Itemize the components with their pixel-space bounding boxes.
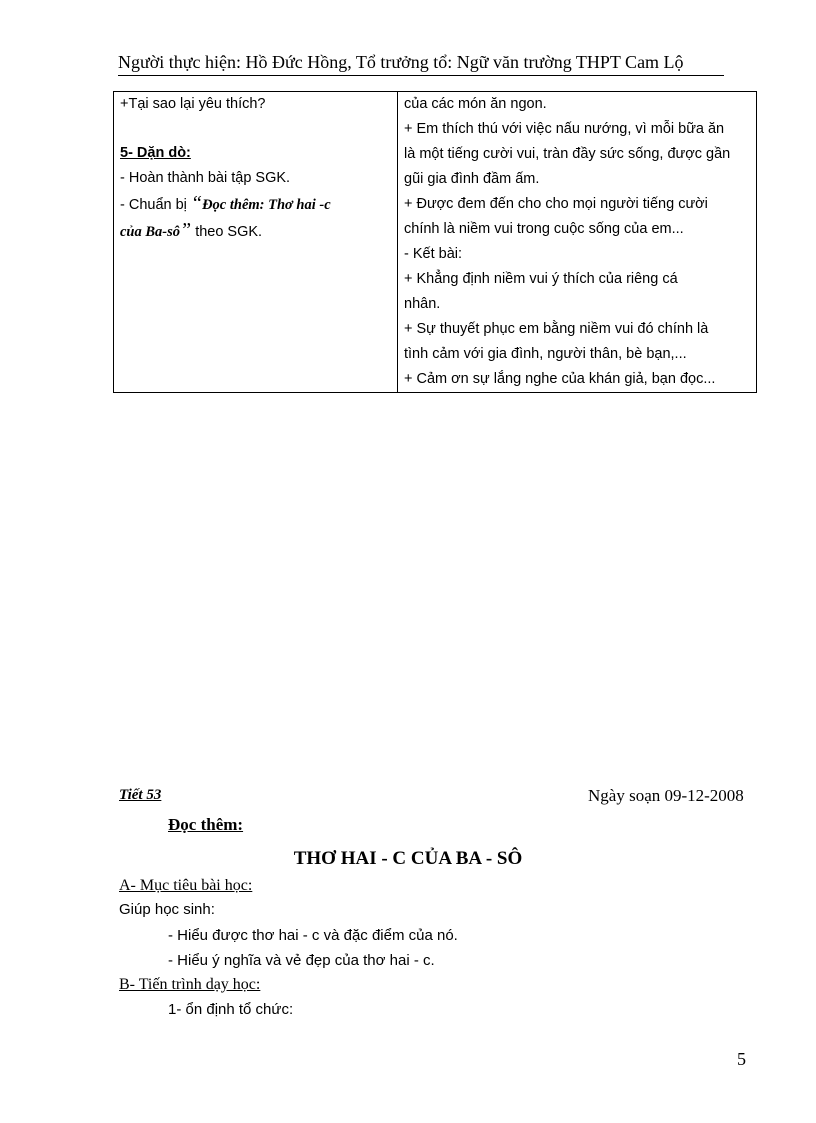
prepared-date: Ngày soạn 09-12-2008	[588, 786, 744, 805]
prepare-item-cont	[120, 218, 391, 251]
lesson-table	[113, 91, 757, 393]
prepare-title-b: của Ba-sô	[120, 224, 181, 240]
right-line: của các món ăn ngon.	[404, 96, 547, 112]
page-header	[118, 52, 724, 76]
right-line: + Khẳng định niềm vui ý thích của riêng cá	[404, 271, 678, 287]
right-line: tình cảm với gia đình, người thân, bè bạn,...	[404, 346, 687, 362]
open-quote: “	[190, 192, 203, 214]
prepare-prefix: - Chuẩn bị	[120, 197, 187, 213]
doc-them-label: Đọc thêm:	[168, 815, 244, 834]
header-text: Người thực hiện: Hồ Đức Hồng, Tổ trưởng tổ: Ngữ văn trường THPT Cam Lộ	[118, 52, 684, 72]
section-a-heading: A- Mục tiêu bài học:	[119, 877, 253, 894]
lesson-number: Tiết 53	[119, 787, 162, 803]
right-line: + Sự thuyết phục em bằng niềm vui đó chính là	[404, 321, 709, 337]
lesson-title: THƠ HAI - C CỦA BA - SÔ	[293, 848, 523, 869]
section-b-heading: B- Tiến trình dạy học:	[119, 976, 261, 993]
page-number: 5	[737, 1049, 746, 1069]
left-cell	[114, 92, 398, 393]
question-line: +Tại sao lại yêu thích?	[120, 96, 266, 112]
right-line: + Em thích thú với việc nấu nướng, vì mỗi bữa ăn	[404, 121, 725, 137]
prepare-title-a: Đọc thêm: Thơ hai -c	[202, 197, 331, 213]
right-line: + Cảm ơn sự lắng nghe của khán giả, bạn đọc...	[404, 371, 716, 387]
close-quote: ”	[180, 219, 192, 241]
intro-line: Giúp học sinh:	[119, 901, 215, 918]
homework-item: - Hoàn thành bài tập SGK.	[120, 170, 291, 186]
right-line: chính là niềm vui trong cuộc sống của em...	[404, 221, 684, 237]
right-line: gũi gia đình đầm ấm.	[404, 171, 540, 187]
prepare-suffix: theo SGK.	[195, 224, 263, 240]
right-line: - Kết bài:	[404, 246, 463, 262]
prepare-item	[120, 191, 391, 218]
objective-item: - Hiểu được thơ hai - c và đặc điểm của nó.	[168, 927, 458, 944]
objective-item: - Hiểu ý nghĩa và vẻ đẹp của thơ hai - c.	[168, 952, 435, 969]
dando-heading: 5- Dặn dò:	[120, 145, 191, 161]
right-line: là một tiếng cười vui, tràn đầy sức sống, được gần	[404, 146, 731, 162]
step-item: 1- ổn định tổ chức:	[168, 1001, 294, 1018]
right-line: + Được đem đến cho cho mọi người tiếng cười	[404, 196, 708, 212]
right-cell	[398, 92, 757, 393]
table-row	[114, 92, 757, 393]
right-line: nhân.	[404, 296, 441, 312]
